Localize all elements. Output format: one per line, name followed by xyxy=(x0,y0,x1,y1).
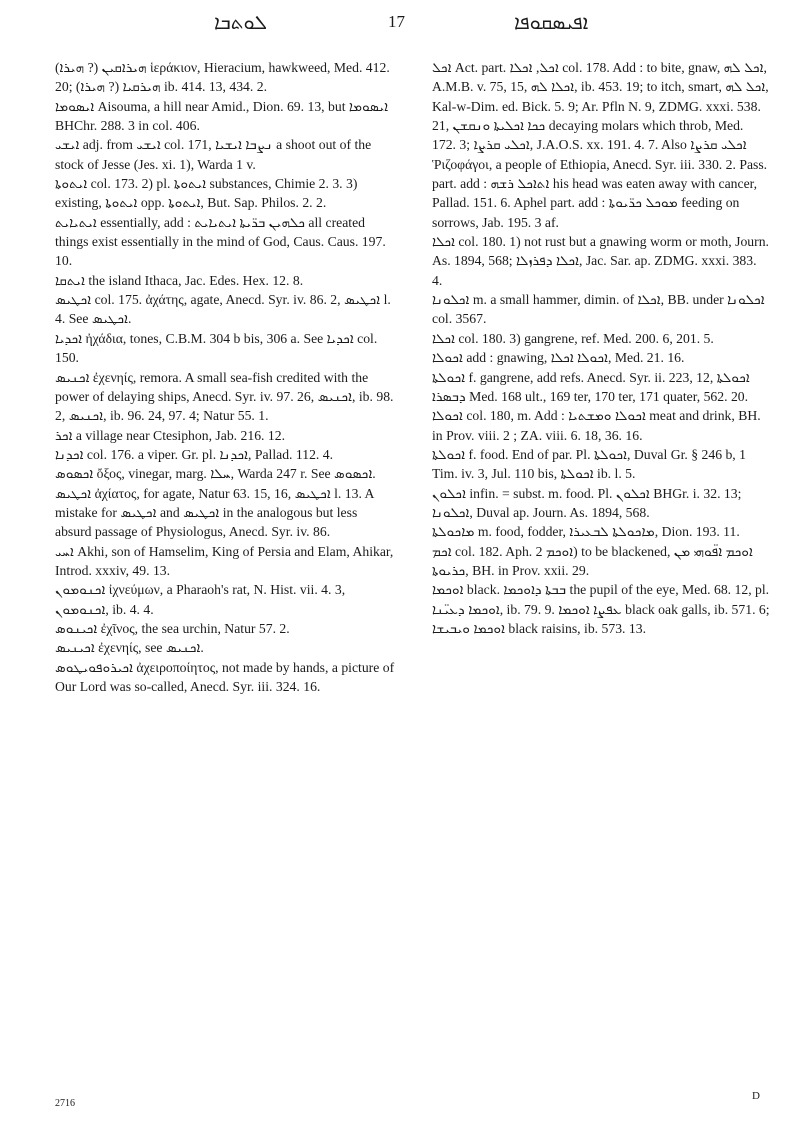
dictionary-entry: ܐܟܢܝܣ ἐχενηίς, remora. A small sea-fish credited with the power of delaying ships, Anecd. Syr. iv. 97. 26, ܐܟܢܝܣ, ib. 98. 2, ܐܟܢܝܣ, ib. 96. 24, 97. 4; Natur 55. 1. xyxy=(55,369,394,424)
dictionary-entry: ܐܟܘܠܬܐ f. gangrene, add refs. Anecd. Syr. ii. 223, 12, ܐܟܘܠܬܐ ܕܒܣܪܐ Med. 168 ult., 169 ter, 170 ter, 171 quater, 562. 20. xyxy=(432,369,750,404)
signature-mark: D xyxy=(752,1090,760,1102)
dictionary-entry: ܐܟܝܢܘܣ ἐχῖνος, the sea urchin, Natur 57. 2. xyxy=(55,620,290,636)
dictionary-entry: ܐܟܠܘܢ infin. = subst. m. food. Pl. ܐܟܠܘܢ BHGr. i. 32. 13; ܐܟܠܘܢܐ, Duval ap. Journ. As. 1894, 568. xyxy=(432,485,742,520)
dictionary-entry: ܐܟܘܠܐ add : gnawing, ܐܟܘܠܐ ܐܟܠܐ, Med. 21. 16. xyxy=(432,350,685,366)
page-number: 17 xyxy=(388,12,405,31)
running-title-right: ܐܦܝܣܩܘܦܐ xyxy=(514,10,589,34)
dictionary-entry: ܐܝܬܘܬܐ col. 173. 2) pl. ܐܝܬܘܬܐ substances, Chimie 2. 3. 3) existing, ܐܝܬܘܬܐ opp. ܐܝܬܘܬܐ, But. Sap. Philos. 2. 2. xyxy=(55,176,358,211)
page-header xyxy=(0,10,800,50)
dictionary-entry: ܐܟܢܘܡܘܢ ἰχνεύμων, a Pharaoh's rat, N. Hist. vii. 4. 3, ܐܟܢܘܡܘܢ, ib. 4. 4. xyxy=(55,582,346,617)
dictionary-entry: ܐܟܛܝܣ ἀχίατος, for agate, Natur 63. 15, 16, ܐܟܛܝܣ l. 13. A mistake for ܐܟܛܝܣ and ܐܟܛܝܣ in the analogous but less absurd passage of Physiologus, Anecd. Syr. iv. 86. xyxy=(55,485,374,540)
running-title-left: ܠܘܬܒܐ xyxy=(214,10,267,34)
dictionary-entry: ܐܘܟܡܐ black. ܒܒܬܐ ܕܐܘܟܡܐ the pupil of the eye, Med. 68. 12, pl. ܐܘܟܡܐ ܕܥܝ̈ܢܐ, ib. 79. 9. ܥܦܨܐ ܐܘܟܡܐ black oak galls, ib. 571. 6; ܐܘܟܡܐ ܘܝܒܝܫܐ black raisins, ib. 573. 13. xyxy=(432,582,770,636)
dictionary-entry: ܐܟܘܠܬܐ f. food. End of par. Pl. ܐܟܘܠܬܐ, Duval Gr. § 246 b, 1 Tim. iv. 3, Jul. 110 bis, ܐܟܘܠܬܐ ib. l. 5. xyxy=(432,446,746,482)
print-id: 2716 xyxy=(55,1098,75,1109)
dictionary-entry: ܐܝܫܝ adj. from ܐܝܫܝ col. 171, ܢܨܒܐ ܐܝܫܝܐ a shoot out of the stock of Jesse (Jes. xi. 1), Warda 1 v. xyxy=(55,137,372,172)
left-column xyxy=(55,58,395,696)
dictionary-entry: ܐܟܣܘܣ ὄξος, vinegar, marg. ܚܠܐ, Warda 247 r. See ܐܟܣܘܣ. xyxy=(55,466,376,482)
dictionary-entry: ܐܟܠܘܢܐ m. a small hammer, dimin. of ܐܟܠܐ, BB. under ܐܟܠܘܢܐ col. 3567. xyxy=(432,292,765,327)
dictionary-entry: ܐܝܣܘܡܐ Aisouma, a hill near Amid., Dion. 69. 13, but ܐܝܣܘܡܐ BHChr. 288. 3 in col. 406. xyxy=(55,98,389,134)
dictionary-entry: ܐܟܛܝܣ col. 175. ἀχάτης, agate, Anecd. Syr. iv. 86. 2, ܐܟܛܝܣ l. 4. See ܐܟܛܝܣ. xyxy=(55,292,391,327)
right-column xyxy=(432,58,770,638)
dictionary-entry: ܐܟܕܢܐ col. 176. a viper. Gr. pl. ܐܟܕܢܐ, Pallad. 112. 4. xyxy=(55,446,334,462)
dictionary-entry: ܐܝܬܩܐ the island Ithaca, Jac. Edes. Hex. 12. 8. xyxy=(55,272,304,288)
dictionary-entry: ܐܟܠܐ col. 180. 3) gangrene, ref. Med. 200. 6, 201. 5. xyxy=(432,330,714,346)
dictionary-entry: ܐܚܝ Akhi, son of Hamselim, King of Persia and Elam, Ahikar, Introd. xxxiv, 49. 13. xyxy=(55,543,394,578)
dictionary-entry: ܐܟܠ Act. part. ܐܟܠ, ܐܟܠܐ col. 178. Add : to bite, gnaw, ܐܟܠ ܠܗ, A.M.B. v. 75, 15, ܐܟܠܐ ܠܗ, ib. 453. 19; to itch, smart, ܐܟܠ ܠܗ, Kal-w-Dim. ed. Bick. 5. 9; Ar. Pfln N. 9, ZDMG. xxxi. 538. 21, ܟܟܐ ܐܟܠܝܬܐ ܘܢܩܫܢ decaying molars which throb, Med. 172. 3; ܐܟܠܝ ܩܪܨܐ, J.A.O.S. xx. 191. 4. 7. Also ܐܟܠܝ ܩܪܨܐ Ῥιζοφάγοι, a people of Ethiopia, Anecd. Syr. iii. 330. 2. Pass. part. add : ܐܬܐܟܠ ܪܫܗ his head was eaten away with cancer, Pallad. 151. 6. Aphel part. add : ܡܘܟܠ ܟܪ̈ܝܘܬܐ feeding on sorrows, Jab. 195. 3 af. xyxy=(432,60,769,230)
dictionary-entry: ܐܟܘܠܐ col. 180, m. Add : ܐܟܘܠܐ ܘܡܫܬܝܐ meat and drink, BH. in Prov. viii. 2 ; ZA. viii. 6. 18, 36. 16. xyxy=(432,408,761,443)
dictionary-entry: ܐܟܠܐ col. 180. 1) not rust but a gnawing worm or moth, Journ. As. 1894, 568; ܐܟܠܐ ܕܦܪܙܠܐ, Jac. Sar. ap. ZDMG. xxxi. 383. 4. xyxy=(432,234,769,288)
dictionary-entry: ܗܝܪܐܩܝܢ (? ܗܝܪܐ) ἱεράκιον, Hieracium, hawkweed, Med. 412. 20; ܗܝܪܩܝܐ (? ܗܝܪܐ) ib. 414. 13, 434. 2. xyxy=(55,60,390,95)
dictionary-entry: ܐܝܬܝܐܝܬ essentially, add : ܟܠܗܝܢ ܒܪ̈ܝܬܐ ܐܝܬܝܐܝܬ all created things exist essentially in the mind of God, Caus. Caus. 197. 10. xyxy=(55,214,386,269)
dictionary-entry: ܡܐܟܘܠܬܐ m. food, fodder, ܡܐܟܘܠܬܐ ܠܒܥܝܪܐ, Dion. 193. 11. xyxy=(432,524,740,540)
dictionary-entry: ܐܟܝܢܝܣ ἐχενηίς, see ܐܟܢܝܣ. xyxy=(55,640,204,656)
dictionary-entry: ܐܟܝܪܘܦܘܝܛܘܣ ἀχειροποίητος, not made by hands, a picture of Our Lord was so-called, Anecd. Syr. iii. 324. 16. xyxy=(55,659,395,694)
dictionary-entry: ܐܟܕܝܐ ἠχάδια, tones, C.B.M. 304 b bis, 306 a. See ܐܟܕܝܐ col. 150. xyxy=(55,330,378,366)
dictionary-entry: ܐܟܡ col. 182. Aph. ܐܘܟܡ 2) to be blackened, ܐܘܟܡ ܐܦ̈ܘܗܝ ܡܢ ܟܪܝܘܬܐ, BH. in Prov. xxii. 29. xyxy=(432,543,753,578)
dictionary-entry: ܐܟܪ a village near Ctesiphon, Jab. 216. 12. xyxy=(55,427,285,443)
